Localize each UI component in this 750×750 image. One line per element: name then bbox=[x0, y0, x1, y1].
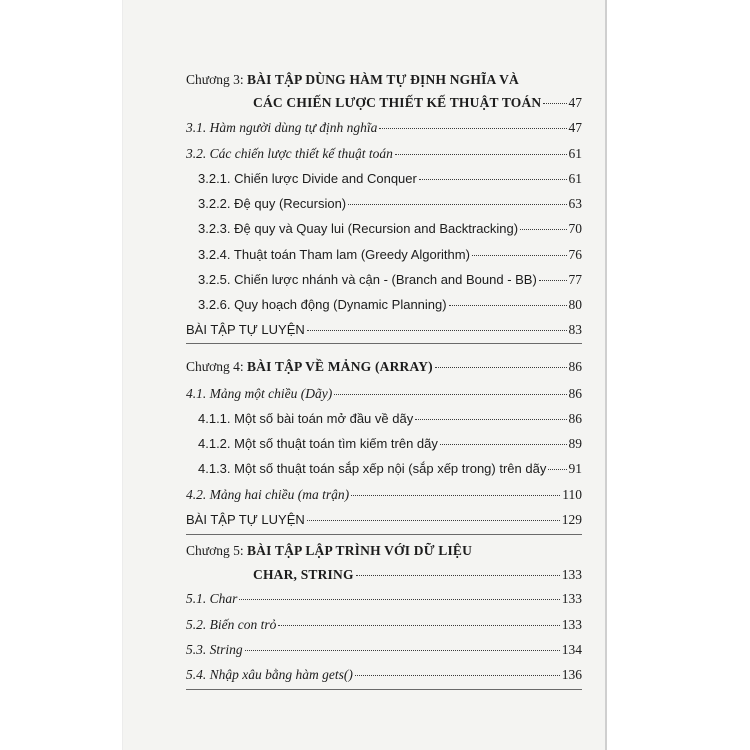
entry-label: 3.2.3. Đệ quy và Quay lui (Recursion and Backtracking) bbox=[198, 221, 519, 236]
section-divider bbox=[186, 343, 582, 344]
dot-leader bbox=[307, 318, 567, 331]
chapter-3-title-line2: CÁC CHIẾN LƯỢC THIẾT KẾ THUẬT TOÁN bbox=[253, 95, 542, 110]
entry-label: 3.2.4. Thuật toán Tham lam (Greedy Algorithm) bbox=[198, 247, 470, 262]
dot-leader bbox=[440, 432, 567, 445]
entry-label: 4.1. Mảng một chiều (Dãy) bbox=[186, 386, 333, 401]
toc-entry-4-2[interactable] bbox=[186, 486, 582, 503]
dot-leader bbox=[543, 91, 566, 104]
toc-entry-4-1-1[interactable] bbox=[198, 410, 582, 427]
chapter-3-prefix: Chương 3: bbox=[186, 72, 244, 87]
chapter-5-title-text: BÀI TẬP LẬP TRÌNH VỚI DỮ LIỆU bbox=[246, 543, 473, 558]
dot-leader bbox=[348, 192, 566, 205]
entry-label: 3.2. Các chiến lược thiết kế thuật toán bbox=[186, 146, 393, 161]
page-number: 91 bbox=[568, 461, 582, 476]
dot-leader bbox=[355, 663, 560, 676]
dot-leader bbox=[278, 613, 559, 626]
page-number: 47 bbox=[568, 120, 582, 135]
page-number: 61 bbox=[568, 171, 582, 186]
entry-label: 5.1. Char bbox=[186, 591, 238, 606]
dot-leader bbox=[334, 382, 566, 395]
page-number: 86 bbox=[568, 386, 582, 401]
chapter-4-title-text: BÀI TẬP VỀ MẢNG (ARRAY) bbox=[246, 359, 433, 374]
entry-label: BÀI TẬP TỰ LUYỆN bbox=[186, 322, 305, 337]
entry-label: 4.2. Mảng hai chiều (ma trận) bbox=[186, 487, 350, 502]
dot-leader bbox=[379, 116, 566, 129]
dot-leader bbox=[351, 483, 560, 496]
chapter-5-title-line2: CHAR, STRING bbox=[253, 567, 354, 582]
page-number: 77 bbox=[568, 272, 582, 287]
entry-label: 3.1. Hàm người dùng tự định nghĩa bbox=[186, 120, 378, 135]
page-number: 86 bbox=[568, 359, 582, 374]
toc-entry-3-2-1[interactable] bbox=[198, 170, 582, 187]
toc-entry-3-2-6[interactable] bbox=[198, 296, 582, 313]
toc-entry-4-1[interactable] bbox=[186, 385, 582, 402]
chapter-5-heading[interactable] bbox=[253, 566, 582, 583]
entry-label: 4.1.1. Một số bài toán mở đầu về dãy bbox=[198, 411, 414, 426]
toc-entry-4-1-2[interactable] bbox=[198, 435, 582, 452]
dot-leader bbox=[548, 457, 566, 470]
toc-entry-5-2[interactable] bbox=[186, 616, 582, 633]
toc-entry-5-3[interactable] bbox=[186, 641, 582, 658]
dot-leader bbox=[356, 563, 560, 576]
page-number: 129 bbox=[561, 512, 582, 527]
entry-label: 3.2.2. Đệ quy (Recursion) bbox=[198, 196, 347, 211]
page-number: 134 bbox=[561, 642, 582, 657]
toc-entry-3-exercises[interactable] bbox=[186, 321, 582, 338]
chapter-5-title-line1 bbox=[186, 543, 472, 559]
page-number: 61 bbox=[568, 146, 582, 161]
chapter-3-heading[interactable] bbox=[253, 94, 582, 111]
dot-leader bbox=[307, 508, 560, 521]
toc-entry-3-2-5[interactable] bbox=[198, 271, 582, 288]
toc-entry-4-1-3[interactable] bbox=[198, 460, 582, 477]
page-number: 83 bbox=[568, 322, 582, 337]
dot-leader bbox=[239, 587, 559, 600]
entry-label: 4.1.3. Một số thuật toán sắp xếp nội (sắp xếp trong) trên dãy bbox=[198, 461, 547, 476]
page-number: 133 bbox=[561, 567, 582, 582]
chapter-5-prefix: Chương 5: bbox=[186, 543, 244, 558]
entry-label: 5.2. Biến con trỏ bbox=[186, 617, 277, 632]
page-number: 70 bbox=[568, 221, 582, 236]
dot-leader bbox=[395, 142, 567, 155]
toc-entry-4-exercises[interactable] bbox=[186, 511, 582, 528]
toc-entry-3-2[interactable] bbox=[186, 145, 582, 162]
toc-entry-3-2-2[interactable] bbox=[198, 195, 582, 212]
dot-leader bbox=[520, 217, 566, 230]
dot-leader bbox=[415, 407, 566, 420]
entry-label: 3.2.6. Quy hoạch động (Dynamic Planning) bbox=[198, 297, 447, 312]
dot-leader bbox=[539, 268, 567, 281]
page-number: 76 bbox=[568, 247, 582, 262]
page-number: 136 bbox=[561, 667, 582, 682]
page-number: 86 bbox=[568, 411, 582, 426]
toc-entry-5-1[interactable] bbox=[186, 590, 582, 607]
entry-label: 4.1.2. Một số thuật toán tìm kiếm trên dãy bbox=[198, 436, 438, 451]
toc-entry-3-1[interactable] bbox=[186, 119, 582, 136]
dot-leader bbox=[245, 638, 560, 651]
page-number: 47 bbox=[568, 95, 582, 110]
entry-label: 5.3. String bbox=[186, 642, 243, 657]
section-divider bbox=[186, 689, 582, 690]
page-number: 110 bbox=[562, 487, 582, 502]
page-number: 80 bbox=[568, 297, 582, 312]
toc-entry-3-2-3[interactable] bbox=[198, 220, 582, 237]
dot-leader bbox=[419, 167, 567, 180]
chapter-3-title-line1 bbox=[186, 72, 519, 88]
chapter-4-prefix: Chương 4: bbox=[186, 359, 244, 374]
entry-label: 3.2.1. Chiến lược Divide and Conquer bbox=[198, 171, 417, 186]
dot-leader bbox=[472, 243, 567, 256]
page-number: 133 bbox=[561, 617, 582, 632]
chapter-4-heading[interactable] bbox=[186, 358, 582, 375]
page-number: 63 bbox=[568, 196, 582, 211]
toc-entry-5-4[interactable] bbox=[186, 666, 582, 683]
toc-entry-3-2-4[interactable] bbox=[198, 246, 582, 263]
section-divider bbox=[186, 534, 582, 535]
entry-label: 5.4. Nhập xâu bằng hàm gets() bbox=[186, 667, 353, 682]
page-number: 133 bbox=[561, 591, 582, 606]
entry-label: 3.2.5. Chiến lược nhánh và cận - (Branch and Bound - BB) bbox=[198, 272, 537, 287]
dot-leader bbox=[449, 293, 567, 306]
dot-leader bbox=[435, 355, 567, 368]
chapter-3-title-text: BÀI TẬP DÙNG HÀM TỰ ĐỊNH NGHĨA VÀ bbox=[246, 72, 519, 87]
entry-label: BÀI TẬP TỰ LUYỆN bbox=[186, 512, 305, 527]
page-number: 89 bbox=[568, 436, 582, 451]
